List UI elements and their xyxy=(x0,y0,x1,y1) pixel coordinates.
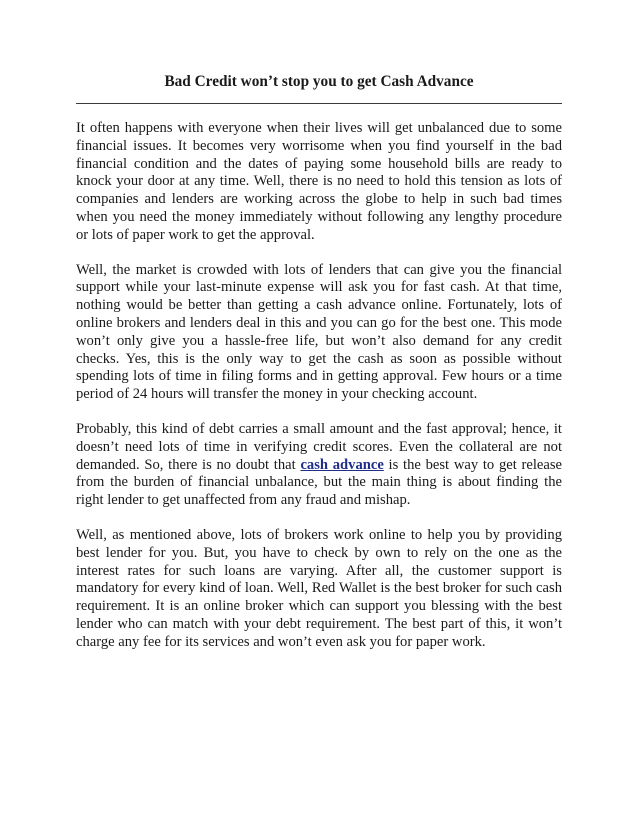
cash-advance-link[interactable]: cash advance xyxy=(300,456,384,473)
paragraph-3-text-before-link: Probably, this kind of debt carries a small amount and the fast approval; hence, it doesn’t need lots of time in verifying credit scores. Even the collateral are not demanded. So, there is no doubt that xyxy=(76,420,562,473)
paragraph-3 xyxy=(76,421,562,510)
paragraph-3-text-after-link: is the best way to get release from the burden of financial unbalance, but the main thing is about finding the right lender to get unaffected from any fraud and mishap. xyxy=(76,456,563,509)
document-title: Bad Credit won’t stop you to get Cash Advance xyxy=(164,73,474,90)
paragraph-2: Well, the market is crowded with lots of lenders that can give you the financial support while your last-minute expense will ask you for fast cash. At that time, nothing would be better than getting a cash advance online. Fortunately, lots of online brokers and lenders deal in this and you can go for the best one. This mode won’t only give you a hassle-free life, but won’t also demand for any credit checks. Yes, this is the only way to get the cash as soon as possible without spending lots of time in filing forms and in getting approval. Few hours or a time period of 24 hours will transfer the money in your checking account. xyxy=(76,261,562,403)
document-page xyxy=(76,72,562,652)
paragraph-1: It often happens with everyone when their lives will get unbalanced due to some financial issues. It becomes very worrisome when you find yourself in the bad financial condition and the dates of paying some household bills are ready to knock your door at any time. Well, there is no need to hold this tension as lots of companies and lenders are working across the globe to help in such bad times when you need the money immediately without following any lengthy procedure or lots of paper work to get the approval. xyxy=(76,120,562,243)
paragraph-4: Well, as mentioned above, lots of brokers work online to help you by providing best lender for you. But, you have to check by own to rely on the one as the interest rates for such loans are varying. After all, the customer support is mandatory for every kind of loan. Well, Red Wallet is the best broker for such cash requirement. It is an online broker which can support you blessing with the best lender who can match with your debt requirement. The best part of this, it won’t charge any fee for its services and won’t even ask you for paper work. xyxy=(76,526,562,650)
title-divider xyxy=(76,103,562,104)
